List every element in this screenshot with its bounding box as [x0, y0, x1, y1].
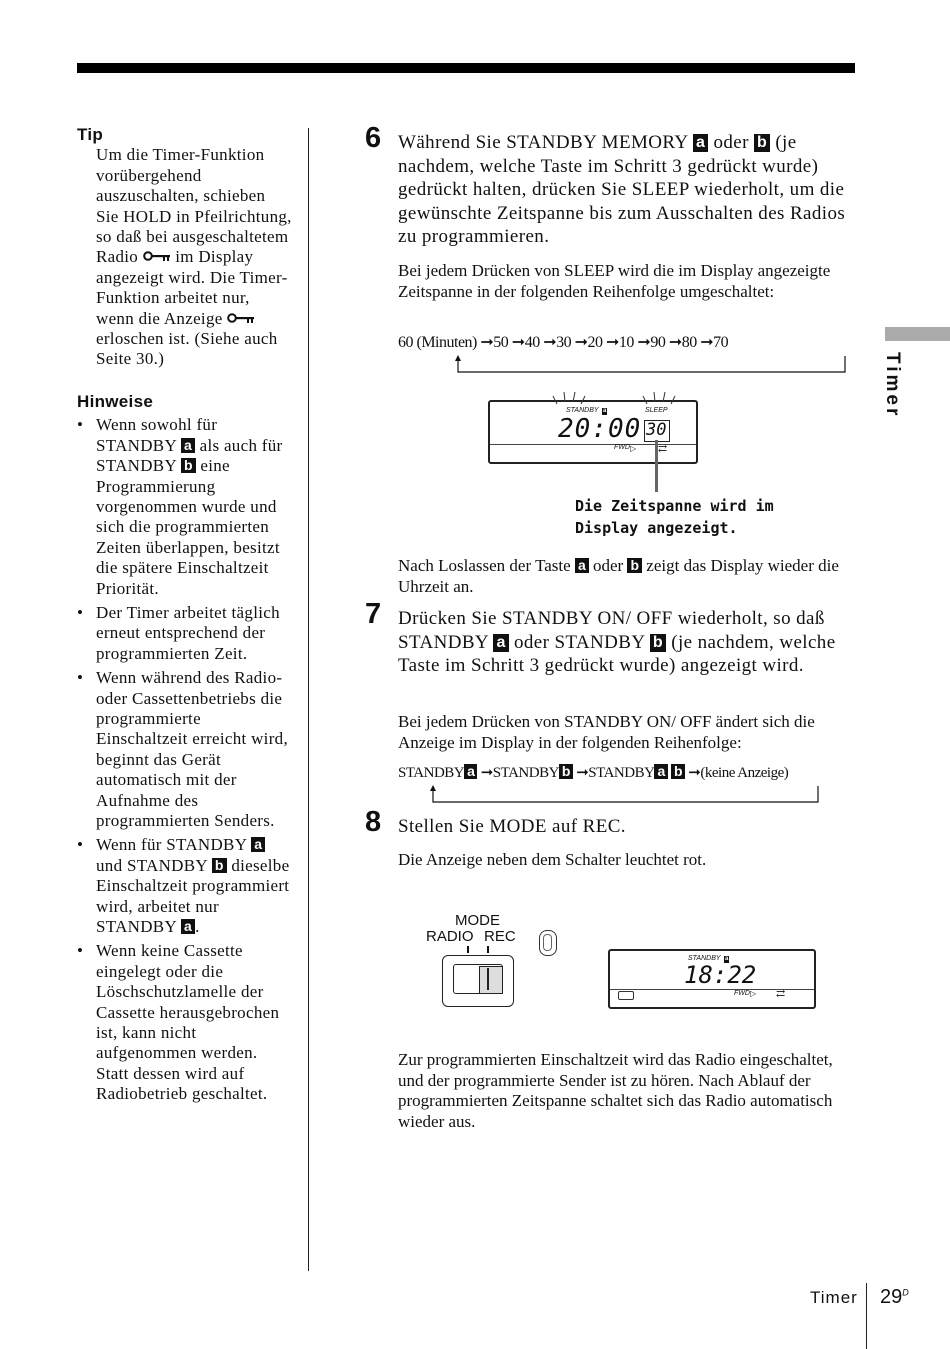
button-a-label: a	[464, 764, 477, 779]
side-tab-marker	[885, 327, 950, 341]
sleep-readout: 30	[646, 420, 667, 440]
arrow-right-icon: ➞	[606, 334, 619, 351]
list-item: • Wenn sowohl für STANDBY a als auch für STANDBY b eine Programmierung vorgenommen wurde und sich die programmierten Zeiten überlappen, besitzt die spätere Einschaltzeit Priorität.	[77, 415, 292, 599]
cassette-icon	[618, 991, 634, 1000]
list-item: • Der Timer arbeitet täglich erneut entsprechend der programmierten Zeit.	[77, 603, 292, 664]
step-6-after: Nach Loslassen der Taste a oder b zeigt das Display wieder die Uhrzeit an.	[398, 556, 839, 596]
notes-heading: Hinweise	[77, 391, 154, 411]
play-icon: ▷	[630, 444, 637, 453]
play-icon: ▷	[750, 989, 757, 998]
page-number: $29^D$	[880, 1286, 909, 1308]
key-icon	[143, 250, 171, 262]
radio-label: RADIO	[426, 928, 474, 945]
blink-marks	[545, 388, 695, 408]
sequence-loop-arrow	[425, 784, 825, 806]
step-6-number: 6	[365, 122, 382, 154]
button-b-label: b	[627, 558, 642, 573]
arrow-right-icon: ➞	[637, 334, 651, 351]
arrow-right-icon: ➞	[700, 334, 714, 351]
button-a-label: a	[251, 837, 265, 852]
button-a-label: a	[181, 919, 195, 934]
step-7-sub: Bei jedem Drücken von STANDBY ON/ OFF ändert sich die Anzeige im Display in der folgenden Reihenfolge:	[398, 712, 815, 752]
tip-text: Um die Timer-Funktion vorübergehend auszuschalten, schieben Sie HOLD in Pfeilrichtung, so daß bei ausgeschaltetem Radio im Display angezeigt wird. Die Timer-Funktion arbeitet nur, wenn die Anzeige erloschen ist. (Siehe auch Seite 30.)	[96, 145, 292, 369]
button-b-label: b	[181, 458, 196, 473]
lcd-display-sleep: STANDBY a SLEEP 20:00 30 FWD ▷ ⇄	[488, 400, 698, 464]
lcd-display-clock: STANDBY a 18:22 FWD ▷ ⇄	[608, 949, 816, 1009]
standby-sequence: STANDBY a ➞STANDBY b ➞STANDBY a b ➞(keine Anzeige)	[398, 763, 789, 781]
arrow-right-icon: ➞	[543, 334, 557, 351]
list-item: • Wenn für STANDBY a und STANDBY b dieselbe Einschaltzeit programmiert wird, arbeitet nur STANDBY a .	[77, 835, 292, 937]
button-b-label: b	[650, 634, 666, 652]
step-6-sub: Bei jedem Drücken von SLEEP wird die im Display angezeigte Zeitspanne in der folgenden Reihenfolge umgeschaltet:	[398, 261, 831, 301]
tip-heading: Tip	[77, 125, 104, 144]
button-a-label: a	[181, 438, 195, 453]
arrow-right-icon: ➞	[480, 765, 493, 781]
notes-list	[77, 415, 292, 1104]
list-item: • Wenn keine Cassette eingelegt oder die Löschschutzlamelle der Cassette herausgebrochen ist, kann nicht aufgenommen werden. Statt dessen wird auf Radiobetrieb geschaltet.	[77, 941, 292, 1104]
button-a-label: a	[693, 134, 708, 152]
step-8-sub: Die Anzeige neben dem Schalter leuchtet rot.	[398, 850, 707, 869]
step-8-closing: Zur programmierten Einschaltzeit wird das Radio eingeschaltet, und der programmierte Sender ist zu hören. Nach Ablauf der programmierten Zeitspanne schaltet sich das Radio automatisch wieder aus.	[398, 1050, 833, 1131]
arrow-right-icon: ➞	[668, 334, 682, 351]
callout-line	[655, 440, 658, 492]
list-item: • Wenn während des Radio- oder Cassettenbetriebs die programmierte Einschaltzeit erreicht wird, beginnt das Gerät automatisch mit der Aufnahme des programmierten Senders.	[77, 668, 292, 831]
button-a-label: a	[654, 764, 667, 779]
arrow-right-icon: ➞	[574, 334, 588, 351]
left-column	[77, 125, 292, 1109]
mode-switch[interactable]	[442, 955, 514, 1007]
button-b-label: b	[671, 764, 685, 779]
button-b-label: b	[212, 858, 227, 873]
rec-label: REC	[484, 928, 516, 945]
repeat-icon: ⇄	[658, 443, 668, 455]
arrow-right-icon: ➞	[480, 334, 494, 351]
arrow-right-icon: ➞	[511, 334, 525, 351]
step-8-main: Stellen Sie MODE auf REC.	[398, 816, 626, 837]
arrow-right-icon: ➞	[576, 765, 589, 781]
sleep-sequence: 60 (Minuten) ➞50 ➞40 ➞30 ➞20 ➞10 ➞90 ➞80 ➞70	[398, 334, 729, 351]
mode-label: MODE	[455, 912, 500, 929]
time-readout: 18:22	[684, 961, 757, 989]
repeat-icon: ⇄	[776, 988, 786, 1000]
button-a-label: a	[575, 558, 589, 573]
footer-divider	[866, 1283, 867, 1349]
column-divider	[308, 128, 309, 1271]
step-8-number: 8	[365, 806, 382, 838]
sequence-loop-arrow	[450, 354, 850, 376]
button-b-label: b	[754, 134, 770, 152]
button-b-label: b	[559, 764, 573, 779]
key-icon	[227, 312, 255, 324]
step-7-number: 7	[365, 598, 382, 630]
top-rule	[77, 63, 855, 73]
step-7-main: Drücken Sie STANDBY ON/ OFF wiederholt, so daß STANDBY a oder STANDBY b (je nachdem, welche Taste im Schritt 3 gedrückt wurde) angezeigt wird.	[398, 608, 836, 677]
footer-section-label: Timer	[810, 1288, 858, 1307]
button-a-label: a	[493, 634, 508, 652]
display-caption: Die Zeitspanne wird im Display angezeigt.	[575, 497, 774, 537]
rec-indicator-lamp	[539, 930, 557, 956]
arrow-right-icon: ➞	[688, 765, 701, 781]
time-readout: 20:00	[558, 414, 642, 444]
side-tab-label: Timer	[882, 352, 903, 419]
step-6-main: Während Sie STANDBY MEMORY a oder b (je nachdem, welche Taste im Schritt 3 gedrückt wurde) gedrückt halten, drücken Sie SLEEP wiederholt, um die gewünschte Zeitspanne bis zum Ausschalten des Radios zu programmieren.	[398, 132, 846, 248]
